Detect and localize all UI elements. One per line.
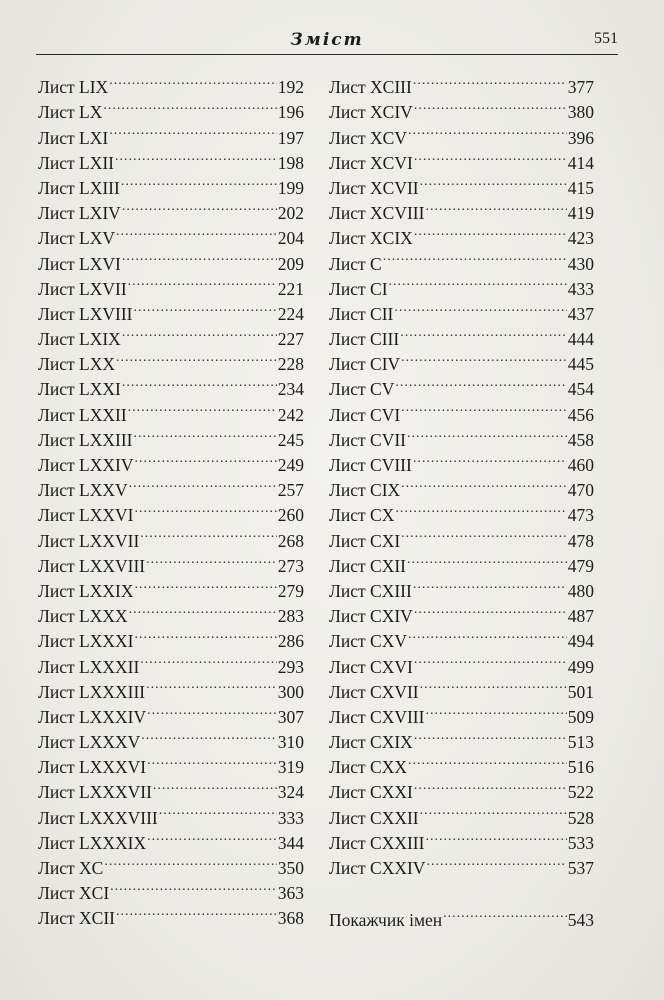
- toc-entry-page: 196: [277, 102, 304, 123]
- toc-entry-label: Лист CIII: [329, 329, 400, 350]
- toc-entry-page: 286: [277, 631, 304, 652]
- toc-entry-label: Лист LXV: [38, 228, 115, 249]
- toc-entry-label: Лист XCVII: [329, 177, 419, 198]
- toc-entry-page: 480: [567, 580, 594, 601]
- toc-entry-label: Лист CXXII: [329, 807, 419, 828]
- toc-entry-label: Лист CIV: [329, 354, 401, 375]
- dot-leader: [420, 798, 567, 823]
- toc-entry-label: Лист XCIII: [329, 77, 412, 98]
- toc-entry-label: Лист LXXIX: [38, 580, 134, 601]
- toc-entry-label: Лист LXXIV: [38, 455, 134, 475]
- toc-entry-page: 319: [277, 757, 304, 778]
- dot-leader: [420, 673, 567, 698]
- toc-entry-page: 470: [567, 480, 594, 501]
- toc-entry-label: Лист LXX: [38, 354, 115, 375]
- toc-entry-page: 543: [567, 910, 594, 931]
- dot-leader: [414, 219, 567, 244]
- toc-entry-page: 396: [567, 127, 594, 148]
- toc-entry-label: Лист CXX: [329, 757, 407, 778]
- toc-entry-page: 533: [567, 832, 594, 853]
- toc-entry-page: 350: [277, 858, 304, 878]
- toc-entry-page: 414: [567, 152, 594, 173]
- toc-entry-page: 494: [567, 631, 594, 652]
- toc-entry-page: 501: [567, 681, 594, 702]
- dot-leader: [129, 471, 277, 496]
- toc-entry-label: Лист LXXXVII: [38, 782, 152, 803]
- index-entry: [329, 901, 594, 931]
- toc-entry-page: 209: [277, 253, 304, 274]
- toc-entry-label: Лист LXXX: [38, 606, 128, 627]
- dot-leader: [401, 521, 567, 546]
- toc-entry-label: Лист CXXI: [329, 782, 413, 803]
- toc-entry-page: 268: [277, 530, 304, 551]
- toc-entry-label: Лист CII: [329, 303, 394, 324]
- toc-left-column: [38, 68, 304, 929]
- dot-leader: [389, 270, 567, 295]
- toc-entry-page: 487: [567, 606, 594, 627]
- running-title: Зміст: [290, 30, 364, 50]
- dot-leader: [134, 446, 276, 471]
- toc-entry-label: Лист LXXXI: [38, 631, 134, 652]
- toc-entry-label: Лист LXXV: [38, 480, 128, 501]
- toc-entry-label: Лист CIX: [329, 480, 401, 501]
- dot-leader: [414, 773, 567, 798]
- dot-leader: [133, 421, 276, 446]
- toc-entry-label: Лист CXV: [329, 631, 407, 652]
- toc-entry-page: 368: [277, 908, 304, 929]
- toc-entry-page: 204: [277, 228, 304, 249]
- toc-entry-page: 257: [277, 480, 304, 501]
- toc-entry-label: Лист LXXIII: [38, 429, 133, 450]
- dot-leader: [400, 320, 567, 345]
- toc-entry-label: Лист CXIV: [329, 606, 413, 627]
- toc-entry-page: 307: [277, 706, 304, 727]
- toc-entry-page: 227: [277, 329, 304, 350]
- toc-entry-label: Лист CV: [329, 379, 395, 400]
- dot-leader: [408, 748, 567, 773]
- toc-entry-label: Лист LXXXII: [38, 656, 140, 677]
- running-header: [36, 26, 618, 56]
- toc-entry-page: 513: [567, 732, 594, 753]
- toc-entry-label: Лист C: [329, 253, 382, 274]
- toc-entry-label: Лист CVII: [329, 429, 406, 450]
- toc-entry-label: Лист CXVI: [329, 656, 413, 677]
- dot-leader: [413, 68, 567, 93]
- toc-entry-label: Лист LXXXIV: [38, 706, 147, 727]
- dot-leader: [109, 118, 277, 143]
- dot-leader: [122, 244, 277, 269]
- dot-leader: [122, 194, 277, 219]
- toc-entry-page: 433: [567, 278, 594, 299]
- dot-leader: [420, 169, 567, 194]
- dot-leader: [122, 370, 277, 395]
- toc-entry-label: Лист LXXXVIII: [38, 807, 158, 828]
- toc-entry-page: 509: [567, 706, 594, 727]
- toc-entry-page: 516: [567, 757, 594, 778]
- toc-entry-page: 456: [567, 404, 594, 425]
- dot-leader: [109, 68, 277, 93]
- toc-entry-label: Лист LXIII: [38, 177, 120, 198]
- dot-leader: [116, 345, 277, 370]
- toc-entry-page: 249: [277, 455, 304, 475]
- toc-entry-page: 415: [567, 177, 594, 198]
- toc-entry-label: Лист LXXXVI: [38, 757, 147, 778]
- dot-leader: [146, 673, 277, 698]
- toc-entry-label: Лист XCIX: [329, 228, 413, 249]
- toc-entry-page: 242: [277, 404, 304, 425]
- dot-leader: [122, 320, 277, 345]
- toc-entry-page: 437: [567, 303, 594, 324]
- toc-entry-page: 419: [567, 203, 594, 224]
- header-rule: [36, 54, 618, 55]
- dot-leader: [401, 471, 567, 496]
- toc-entry-page: 260: [277, 505, 304, 526]
- dot-leader: [128, 270, 277, 295]
- dot-leader: [146, 547, 277, 572]
- dot-leader: [401, 345, 567, 370]
- toc-entry-label: Лист CXVIII: [329, 706, 425, 727]
- toc-entry-label: Лист XCII: [38, 908, 115, 929]
- toc-entry-label: Лист LXIV: [38, 203, 121, 224]
- toc-entry: [329, 901, 594, 931]
- dot-leader: [140, 521, 276, 546]
- toc-entry-page: 228: [277, 354, 304, 375]
- toc-entry-page: 273: [277, 555, 304, 576]
- toc-entry-label: Лист LXXI: [38, 379, 121, 400]
- dot-leader: [425, 698, 566, 723]
- toc-entry-page: 333: [277, 807, 304, 828]
- dot-leader: [425, 194, 566, 219]
- toc-entry-label: Лист LXVI: [38, 253, 121, 274]
- toc-entry: [329, 68, 594, 98]
- toc-entry-label: Лист LIX: [38, 77, 109, 98]
- toc-entry-label: Лист CX: [329, 505, 395, 526]
- dot-leader: [134, 572, 276, 597]
- toc-entry-label: Лист LXVII: [38, 278, 127, 299]
- dot-leader: [129, 597, 277, 622]
- dot-leader: [103, 93, 276, 118]
- dot-leader: [425, 824, 566, 849]
- toc-entry-label: Лист CXIII: [329, 580, 412, 601]
- toc-entry-label: Лист CXII: [329, 555, 406, 576]
- dot-leader: [407, 421, 567, 446]
- toc-entry-page: 283: [277, 606, 304, 627]
- toc-entry-label: Покажчик імен: [329, 910, 443, 931]
- dot-leader: [414, 647, 567, 672]
- toc-entry-page: 445: [567, 354, 594, 375]
- dot-leader: [395, 496, 566, 521]
- dot-leader: [147, 824, 277, 849]
- toc-entry-label: Лист LXXXV: [38, 732, 141, 753]
- dot-leader: [414, 597, 567, 622]
- toc-entry-label: Лист LXXII: [38, 404, 127, 425]
- dot-leader: [147, 698, 277, 723]
- dot-leader: [153, 773, 277, 798]
- toc-entry-label: Лист CVI: [329, 404, 401, 425]
- dot-leader: [110, 874, 277, 899]
- dot-leader: [133, 295, 276, 320]
- toc-entry-label: Лист LXXXIX: [38, 832, 147, 853]
- toc-entry-page: 377: [567, 77, 594, 98]
- dot-leader: [116, 219, 277, 244]
- toc-entry-page: 202: [277, 203, 304, 224]
- toc-entry-page: 454: [567, 379, 594, 400]
- toc-entry-page: 430: [567, 253, 594, 274]
- toc-entry-label: Лист LXVIII: [38, 303, 133, 324]
- toc-entry-label: Лист LX: [38, 102, 103, 123]
- toc-entry-page: 478: [567, 530, 594, 551]
- toc-entry-label: Лист XCV: [329, 127, 407, 148]
- toc-entry-page: 293: [277, 656, 304, 677]
- dot-leader: [159, 798, 277, 823]
- dot-leader: [414, 723, 567, 748]
- toc-entry-page: 199: [277, 177, 304, 198]
- toc-entry-page: 537: [567, 858, 594, 878]
- toc-entry-page: 234: [277, 379, 304, 400]
- toc-entry-label: Лист CXIX: [329, 732, 413, 753]
- toc-entry-label: Лист CI: [329, 278, 388, 299]
- dot-leader: [128, 395, 277, 420]
- toc-entry-label: Лист CXXIV: [329, 858, 426, 878]
- dot-leader: [394, 295, 566, 320]
- toc-entry-page: 444: [567, 329, 594, 350]
- toc-entry-page: 423: [567, 228, 594, 249]
- dot-leader: [121, 169, 277, 194]
- toc-entry-page: 499: [567, 656, 594, 677]
- toc-entry-label: Лист LXXXIII: [38, 681, 146, 702]
- toc-entry-page: 245: [277, 429, 304, 450]
- toc-entry-page: 192: [277, 77, 304, 98]
- dot-leader: [401, 395, 567, 420]
- toc-entry-label: Лист LXXVI: [38, 505, 134, 526]
- toc-entry-label: Лист XCVIII: [329, 203, 425, 224]
- page-number: 551: [594, 30, 618, 47]
- toc-entry-page: 197: [277, 127, 304, 148]
- dot-leader: [408, 118, 567, 143]
- dot-leader: [116, 899, 277, 924]
- dot-leader: [413, 446, 567, 471]
- toc-entry-label: Лист LXXVII: [38, 530, 140, 551]
- dot-leader: [426, 849, 566, 874]
- toc-entry-page: 528: [567, 807, 594, 828]
- toc-entry-page: 310: [277, 732, 304, 753]
- toc-right-column: [329, 68, 594, 878]
- dot-leader: [395, 370, 566, 395]
- dot-leader: [414, 144, 567, 169]
- toc-entry-label: Лист LXII: [38, 152, 115, 173]
- toc-entry-page: 380: [567, 102, 594, 123]
- dot-leader: [407, 547, 567, 572]
- toc-entry-label: Лист CXI: [329, 530, 401, 551]
- dot-leader: [134, 496, 276, 521]
- dot-leader: [140, 647, 276, 672]
- dot-leader: [147, 748, 277, 773]
- toc-entry-page: 324: [277, 782, 304, 803]
- toc-entry-label: Лист CXVII: [329, 681, 419, 702]
- toc-entry-page: 198: [277, 152, 304, 173]
- toc-entry-label: Лист CVIII: [329, 455, 412, 475]
- toc-entry-label: Лист XC: [38, 858, 104, 878]
- toc-entry-label: Лист CXXIII: [329, 832, 425, 853]
- toc-entry-page: 458: [567, 429, 594, 450]
- toc-entry-label: Лист LXI: [38, 127, 109, 148]
- toc-entry-label: Лист LXXVIII: [38, 555, 146, 576]
- dot-leader: [141, 723, 276, 748]
- toc-entry-page: 279: [277, 580, 304, 601]
- dot-leader: [414, 93, 567, 118]
- toc-entry-page: 300: [277, 681, 304, 702]
- toc-entry-page: 363: [277, 883, 304, 904]
- toc-entry-page: 460: [567, 455, 594, 475]
- dot-leader: [383, 244, 567, 269]
- toc-entry-page: 522: [567, 782, 594, 803]
- dot-leader: [104, 849, 276, 874]
- toc-entry-page: 344: [277, 832, 304, 853]
- toc-entry-page: 479: [567, 555, 594, 576]
- toc-entry-label: Лист LXIX: [38, 329, 121, 350]
- toc-entry-page: 221: [277, 278, 304, 299]
- dot-leader: [408, 622, 567, 647]
- toc-entry-label: Лист XCI: [38, 883, 110, 904]
- toc-entry-label: Лист XCIV: [329, 102, 413, 123]
- dot-leader: [413, 572, 567, 597]
- dot-leader: [115, 144, 277, 169]
- dot-leader: [134, 622, 276, 647]
- toc-entry-page: 224: [277, 303, 304, 324]
- toc-entry-label: Лист XCVI: [329, 152, 413, 173]
- toc-entry-page: 473: [567, 505, 594, 526]
- toc-entry: [38, 68, 304, 98]
- dot-leader: [443, 901, 567, 926]
